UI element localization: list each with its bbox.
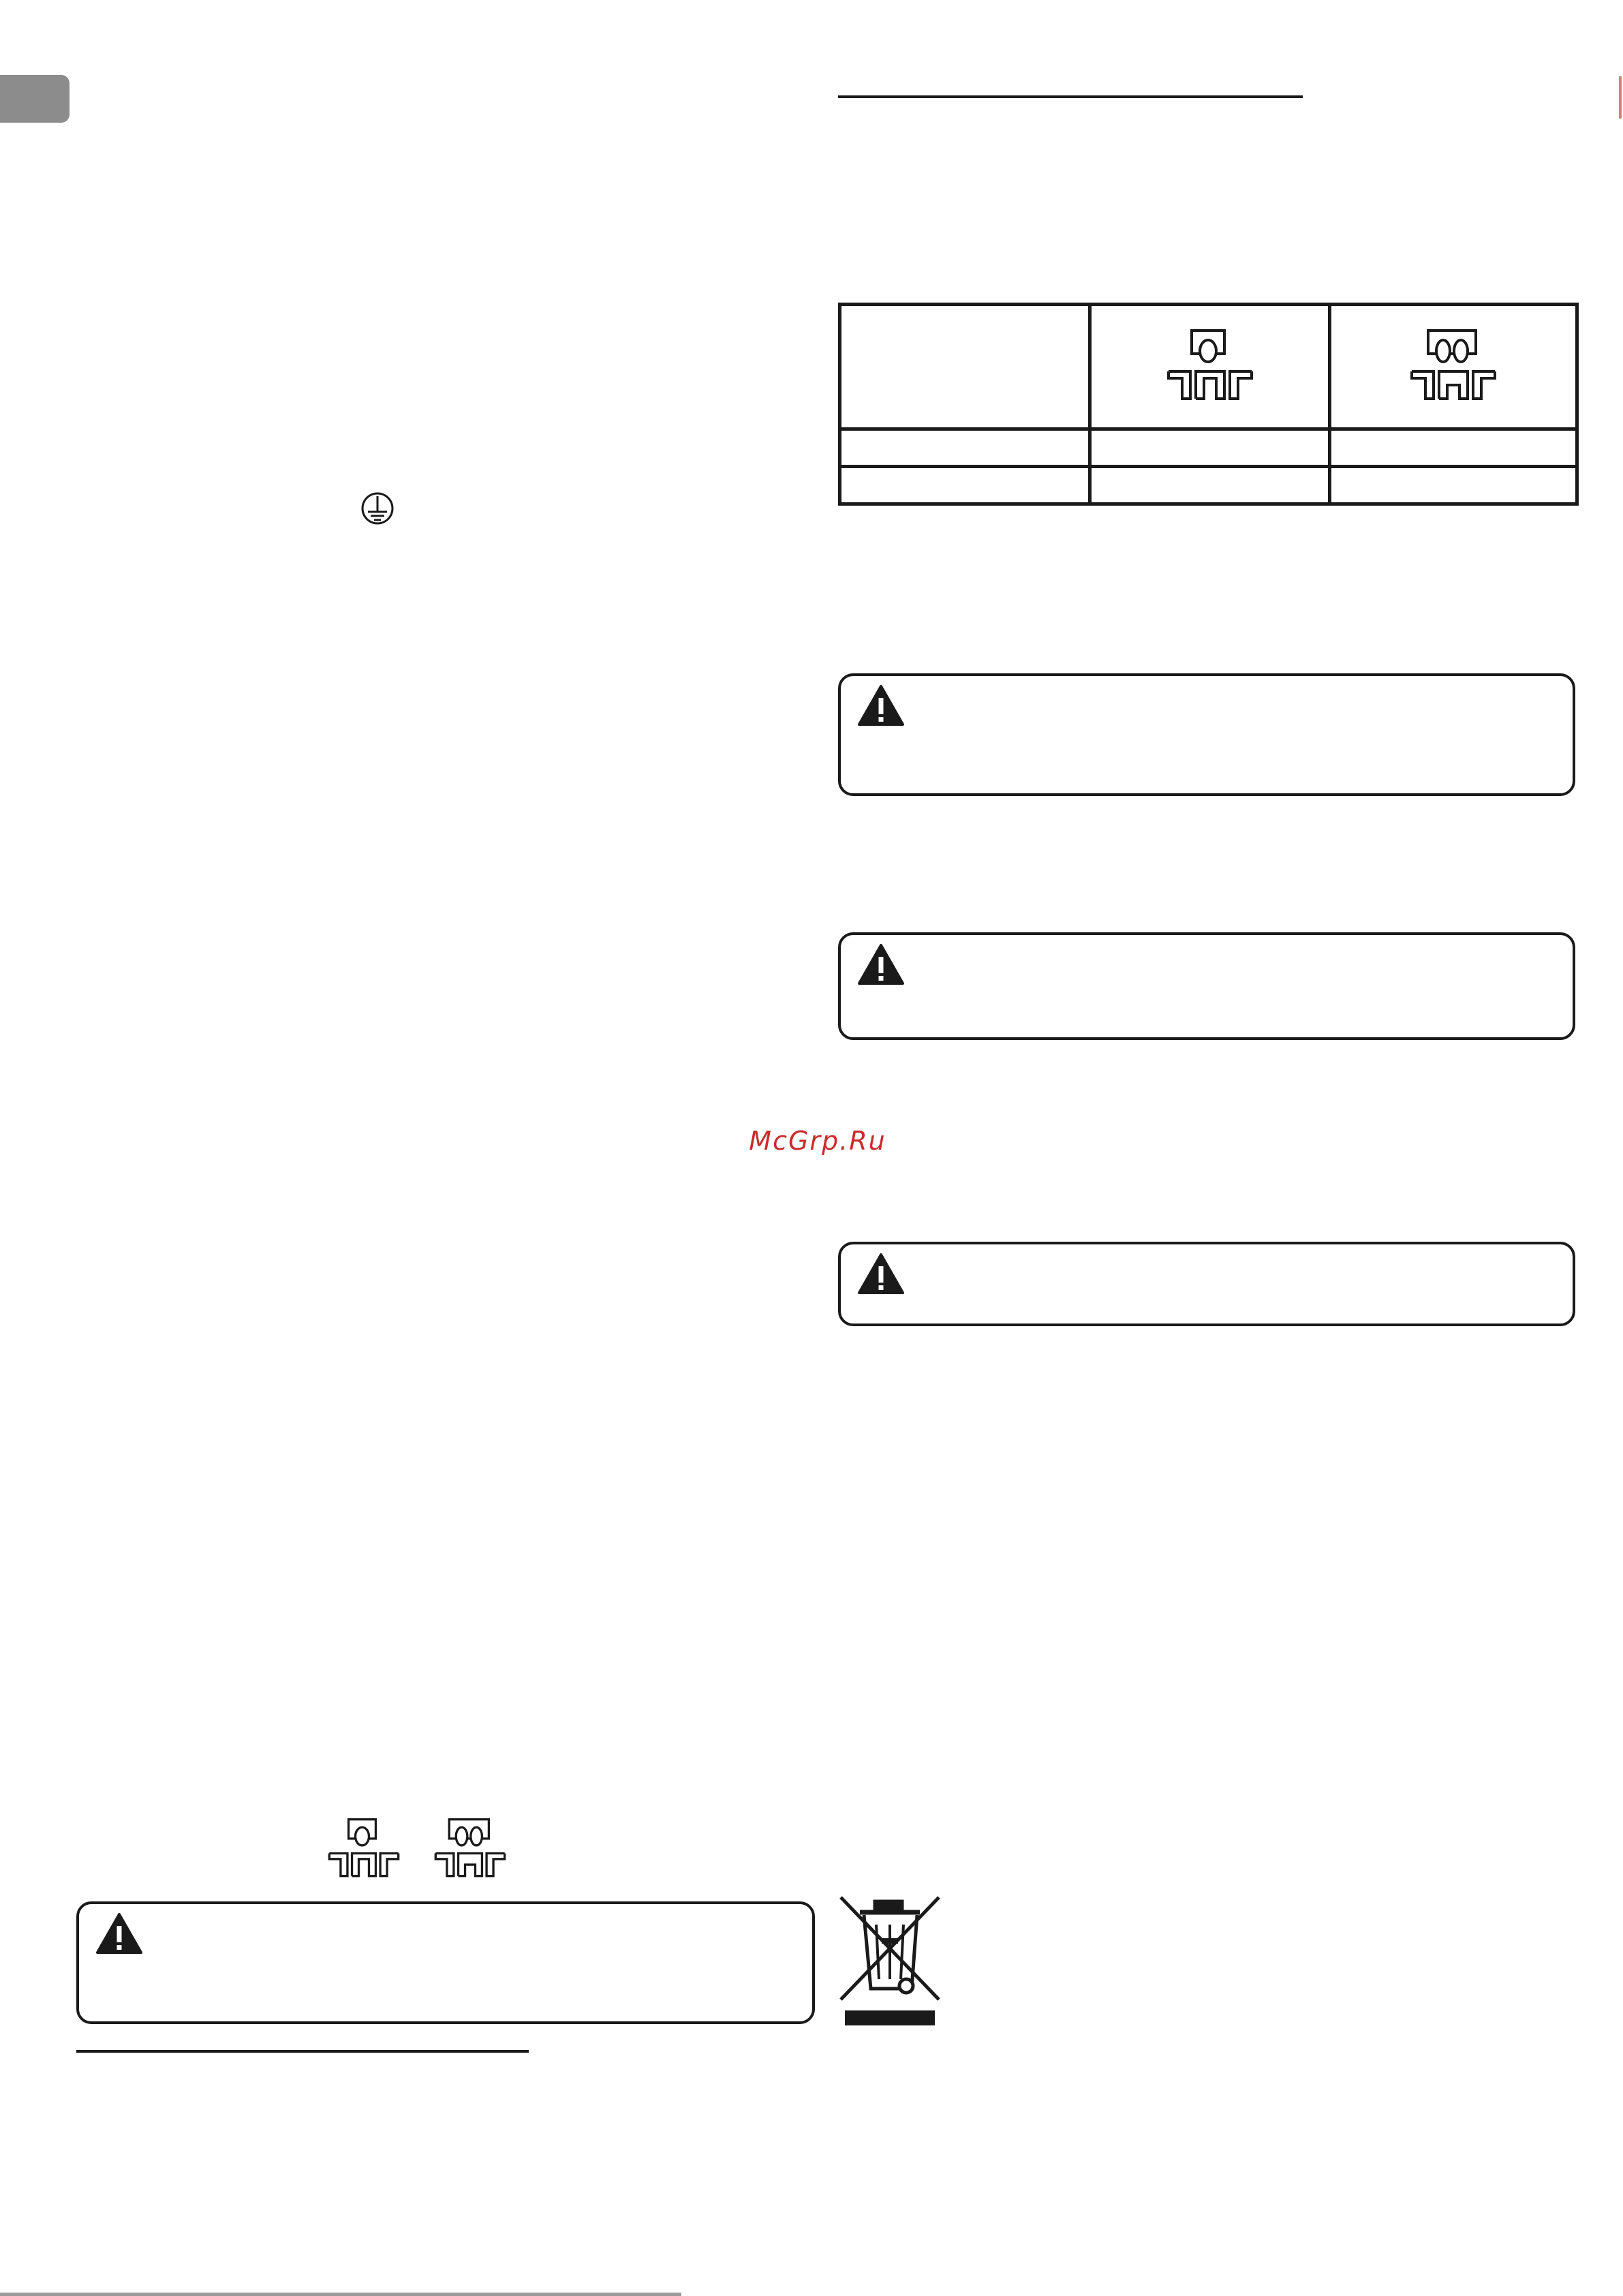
single-burner-appliance-icon xyxy=(1166,328,1254,403)
double-burner-appliance-icon xyxy=(1409,328,1498,403)
table-header-row xyxy=(840,305,1577,429)
protective-earth-icon xyxy=(360,491,395,526)
single-burner-appliance-icon xyxy=(327,1817,401,1880)
warning-box xyxy=(838,932,1575,1040)
warning-triangle-icon xyxy=(857,684,905,726)
double-burner-appliance-icon xyxy=(433,1817,507,1880)
table-cell xyxy=(1330,429,1577,467)
table-cell-single xyxy=(1090,305,1330,429)
table-cell xyxy=(1090,429,1330,467)
warning-box xyxy=(838,673,1575,796)
warning-box xyxy=(76,1901,815,2024)
warning-triangle-icon xyxy=(95,1912,143,1955)
table-cell xyxy=(1330,467,1577,504)
bottom-edge-strip xyxy=(0,2293,681,2296)
section-rule-bottom xyxy=(76,2050,529,2053)
language-tab xyxy=(0,75,69,123)
crossed-out-wheelie-bin-icon xyxy=(837,1895,943,2027)
warning-box xyxy=(838,1242,1575,1326)
table-cell xyxy=(840,429,1090,467)
spec-table xyxy=(838,303,1579,506)
table-corner-cell xyxy=(840,305,1090,429)
table-cell-double xyxy=(1330,305,1577,429)
table-row xyxy=(840,429,1577,467)
warning-triangle-icon xyxy=(857,1253,905,1295)
section-rule-top xyxy=(838,95,1303,98)
table-cell xyxy=(840,467,1090,504)
table-cell xyxy=(1090,467,1330,504)
table-row xyxy=(840,467,1577,504)
page-edge-mark xyxy=(1619,76,1622,119)
watermark: McGrp.Ru xyxy=(749,1126,886,1156)
warning-triangle-icon xyxy=(857,943,905,985)
